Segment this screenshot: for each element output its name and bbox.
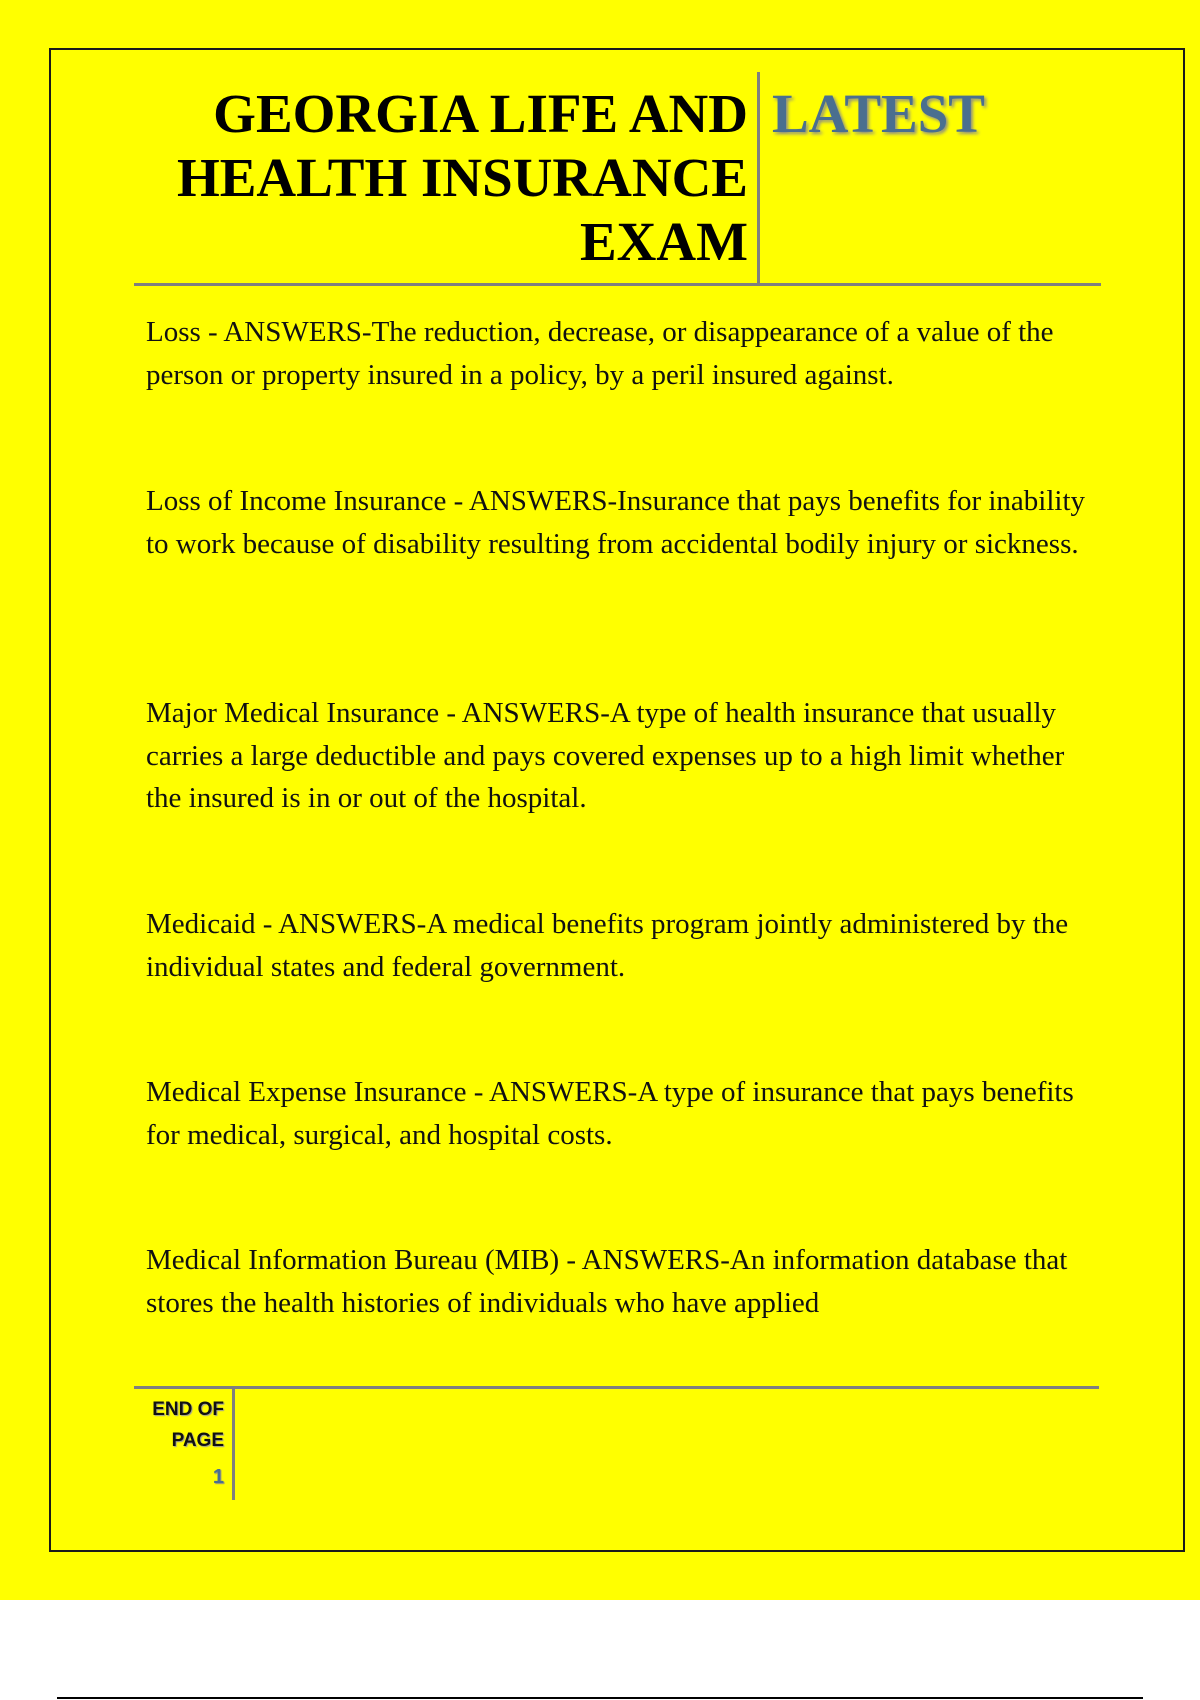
- entry-major-medical-insurance: Major Medical Insurance - ANSWERS-A type of health insurance that usually carries a large deductible and pays covered expenses up to a high limit whether the insured is in or out of the hospital.: [146, 697, 1065, 814]
- header-rule: [134, 283, 1101, 286]
- entry-loss: Loss - ANSWERS-The reduction, decrease, or disappearance of a value of the person or property insured in a policy, by a peril insured against.: [146, 316, 1054, 391]
- latest-tag: LATEST: [772, 83, 985, 144]
- entry-medical-information-bureau: Medical Information Bureau (MIB) - ANSWERS-An information database that stores the health histories of individuals who have applied: [146, 1244, 1068, 1319]
- bottom-rule: [57, 1697, 1143, 1699]
- footer-rule: [134, 1386, 1099, 1389]
- footer-divider: [232, 1388, 235, 1500]
- entry-medicaid: Medicaid - ANSWERS-A medical benefits program jointly administered by the individual states and federal government.: [146, 908, 1069, 983]
- entry-medical-expense-insurance: Medical Expense Insurance - ANSWERS-A type of insurance that pays benefits for medical, surgical, and hospital costs.: [146, 1076, 1074, 1151]
- end-of-page-label: END OF PAGE: [152, 1399, 224, 1451]
- document-title: GEORGIA LIFE AND HEALTH INSURANCE EXAM: [176, 83, 748, 272]
- header-divider: [757, 72, 760, 284]
- page-number: 1: [212, 1466, 224, 1488]
- entry-loss-of-income-insurance: Loss of Income Insurance - ANSWERS-Insurance that pays benefits for inability to work because of disability resulting from accidental bodily injury or sickness.: [146, 485, 1086, 560]
